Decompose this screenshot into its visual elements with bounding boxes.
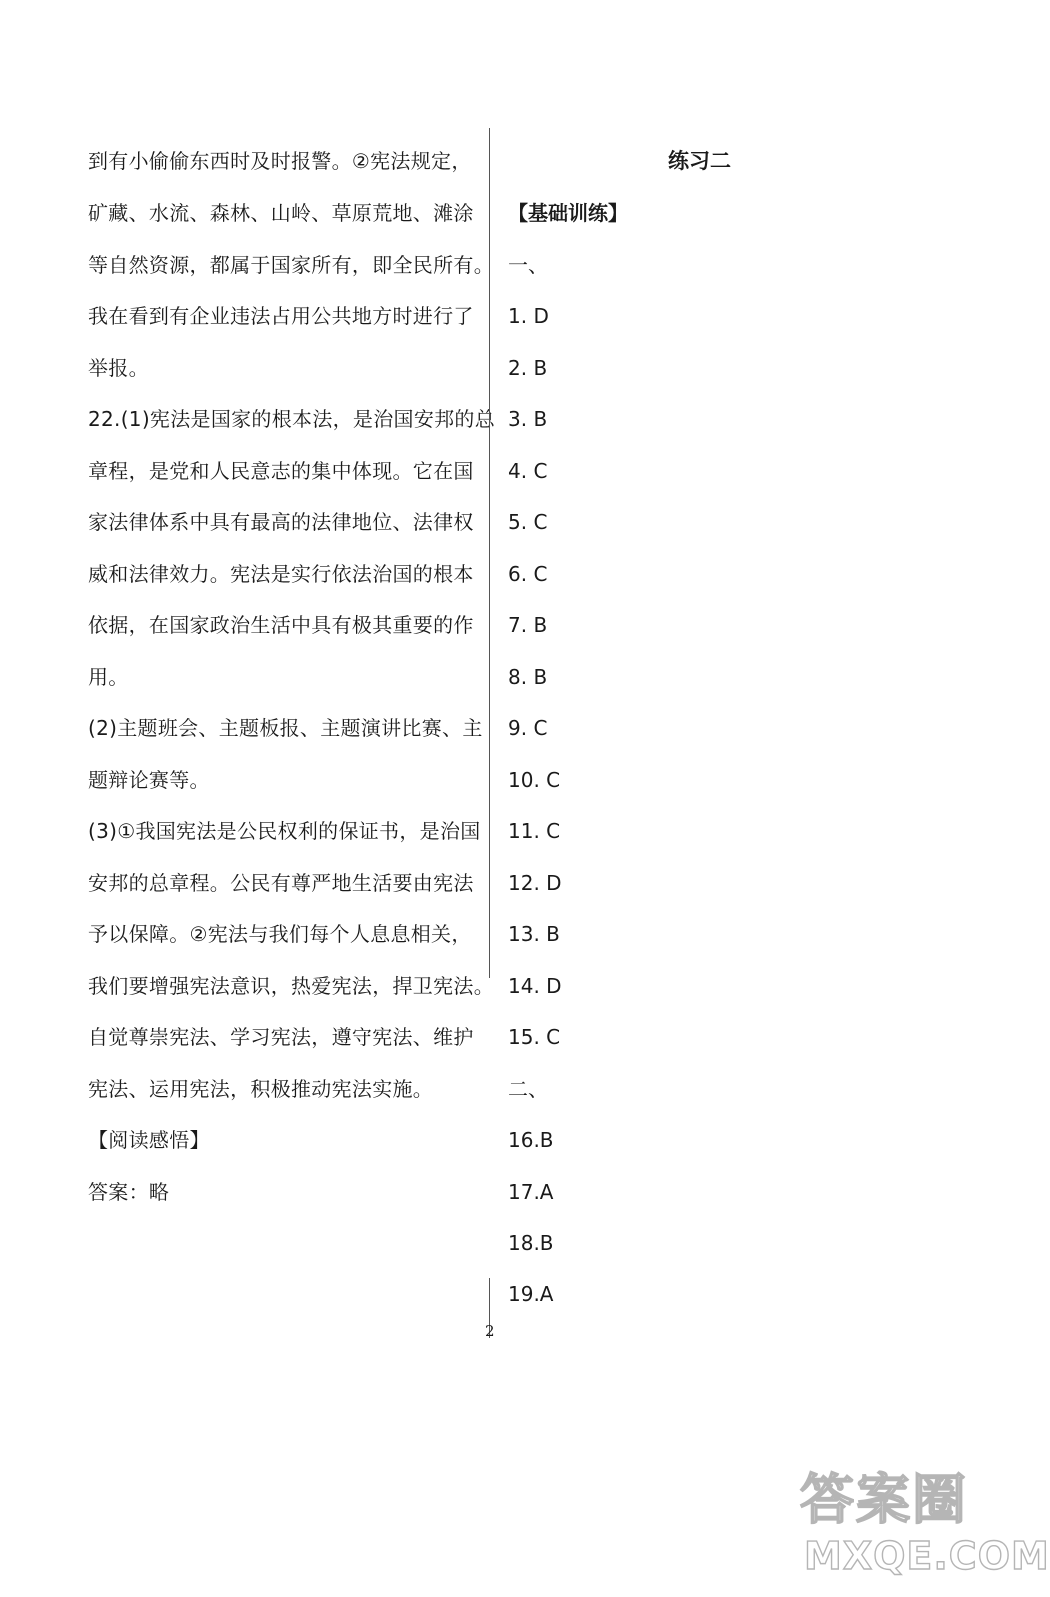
left-text-line: 矿藏、水流、森林、山岭、草原荒地、滩涂 bbox=[88, 201, 474, 225]
reading-answer: 答案：略 bbox=[88, 1180, 170, 1204]
left-text-line: 家法律体系中具有最高的法律地位、法律权 bbox=[88, 510, 474, 534]
answer-item: 9. C bbox=[508, 716, 548, 740]
part-two-label: 二、 bbox=[508, 1077, 548, 1101]
page-number: 2 bbox=[485, 1322, 495, 1340]
left-text-line: 章程，是党和人民意志的集中体现。它在国 bbox=[88, 459, 474, 483]
watermark-logo bbox=[800, 1468, 1050, 1588]
left-text-line: 22.(1)宪法是国家的根本法，是治国安邦的总 bbox=[88, 407, 496, 431]
left-text-line: 等自然资源，都属于国家所有，即全民所有。 bbox=[88, 253, 494, 277]
left-text-line: (2)主题班会、主题板报、主题演讲比赛、主 bbox=[88, 716, 483, 740]
left-text-line: (3)①我国宪法是公民权利的保证书，是治国 bbox=[88, 819, 481, 843]
left-text-line: 用。 bbox=[88, 665, 129, 689]
watermark-glyphs: 答案圈 bbox=[800, 1468, 968, 1531]
left-text-line: 我们要增强宪法意识，热爱宪法，捍卫宪法。 bbox=[88, 974, 494, 998]
answer-item: 19.A bbox=[508, 1282, 554, 1306]
answer-item: 17.A bbox=[508, 1180, 554, 1204]
left-text-line: 依据，在国家政治生活中具有极其重要的作 bbox=[88, 613, 474, 637]
part-one-label: 一、 bbox=[508, 253, 548, 277]
answer-item: 10. C bbox=[508, 768, 561, 792]
answer-item: 7. B bbox=[508, 613, 548, 637]
answer-item: 4. C bbox=[508, 459, 548, 483]
answer-item: 5. C bbox=[508, 510, 548, 534]
exercise-title: 练习二 bbox=[668, 149, 731, 173]
reading-section-heading: 【阅读感悟】 bbox=[88, 1128, 210, 1152]
left-text-line: 宪法、运用宪法，积极推动宪法实施。 bbox=[88, 1077, 434, 1101]
left-text-line: 自觉尊崇宪法、学习宪法，遵守宪法、维护 bbox=[88, 1025, 474, 1049]
answer-item: 14. D bbox=[508, 974, 562, 998]
column-divider bbox=[489, 128, 490, 978]
answer-item: 15. C bbox=[508, 1025, 561, 1049]
answer-item: 1. D bbox=[508, 304, 549, 328]
answer-item: 8. B bbox=[508, 665, 548, 689]
answer-item: 13. B bbox=[508, 922, 560, 946]
left-text-line: 予以保障。②宪法与我们每个人息息相关， bbox=[88, 922, 472, 946]
answer-item: 6. C bbox=[508, 562, 548, 586]
left-text-line: 举报。 bbox=[88, 356, 149, 380]
watermark-domain: MXQE.COM bbox=[804, 1534, 1050, 1578]
answer-item: 16.B bbox=[508, 1128, 554, 1152]
left-text-line: 题辩论赛等。 bbox=[88, 768, 210, 792]
left-text-line: 我在看到有企业违法占用公共地方时进行了 bbox=[88, 304, 474, 328]
answer-item: 18.B bbox=[508, 1231, 554, 1255]
section-heading: 【基础训练】 bbox=[508, 201, 628, 225]
answer-item: 12. D bbox=[508, 871, 562, 895]
left-text-line: 威和法律效力。宪法是实行依法治国的根本 bbox=[88, 562, 474, 586]
left-text-line: 安邦的总章程。公民有尊严地生活要由宪法 bbox=[88, 871, 474, 895]
answer-item: 2. B bbox=[508, 356, 548, 380]
answer-item: 3. B bbox=[508, 407, 548, 431]
left-text-line: 到有小偷偷东西时及时报警。②宪法规定， bbox=[88, 149, 472, 173]
answer-item: 11. C bbox=[508, 819, 561, 843]
